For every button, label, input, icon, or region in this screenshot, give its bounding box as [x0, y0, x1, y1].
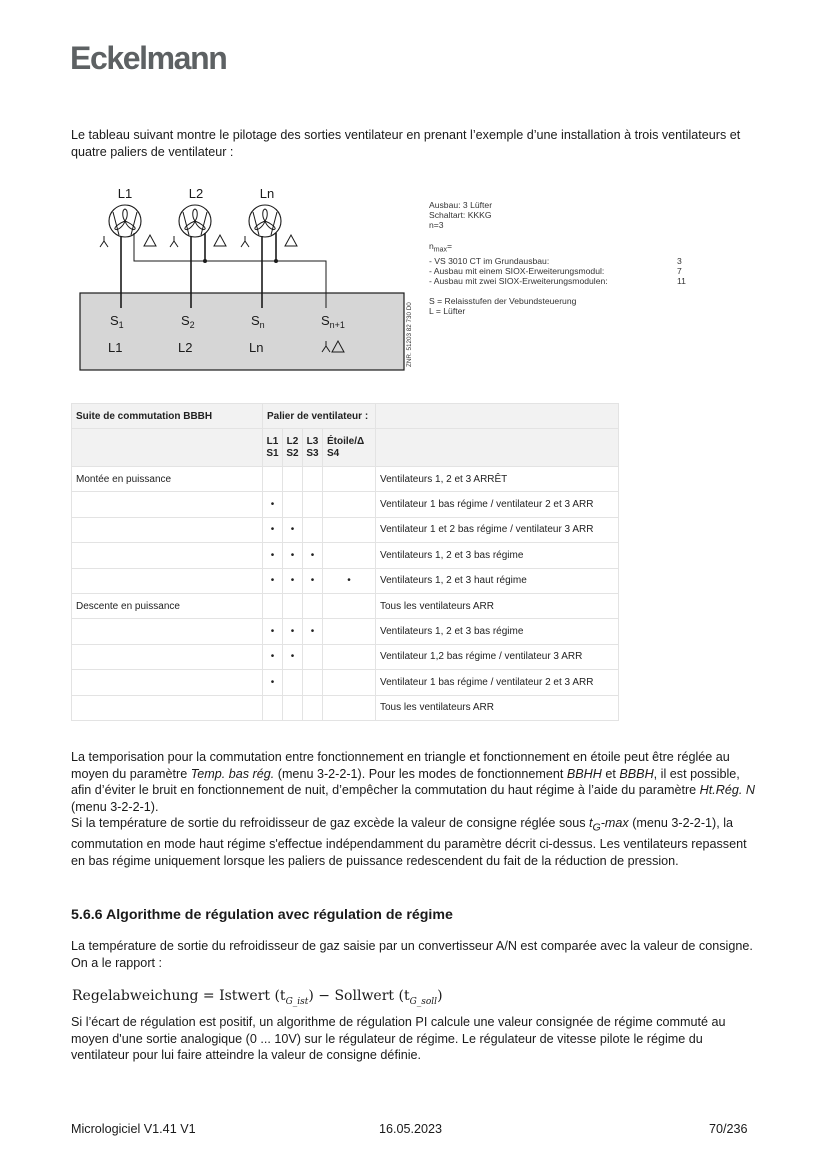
company-logo: Eckelmann	[70, 40, 227, 76]
switching-sequence-table	[71, 403, 619, 721]
delta-icon	[144, 235, 297, 246]
legend-row: - VS 3010 CT im Grundausbau: 3	[429, 255, 682, 266]
table-row: Tous les ventilateurs ARR	[72, 695, 619, 720]
legend-line: n=3	[429, 220, 444, 231]
table-row: Montée en puissance Ventilateurs 1, 2 et 3 ARRÊT	[72, 467, 619, 492]
header-cell: Étoile/Δ S4	[323, 429, 376, 467]
fan-label-ln: Ln	[259, 186, 275, 201]
pi-algorithm-paragraph: Si l’écart de régulation est positif, un algorithme de régulation PI calcule une valeur consignée de régime commuté au moyen d'une sortie analogique (0 ... 10V) sur le régulateur de régime. Le régulateur de vitesse pilote le régime du ventilateur pour lui faire atteindre la valeur de consigne définie.	[71, 1015, 726, 1063]
terminal-s2: $S_2$	[181, 313, 195, 330]
header-cell: L1 S1	[263, 429, 283, 467]
terminal-s1: $S_1$	[110, 313, 124, 330]
table-row: • Ventilateur 1 bas régime / ventilateur 2 et 3 ARR	[72, 670, 619, 695]
controller-box	[80, 293, 404, 370]
comparison-paragraph: La température de sortie du refroidisseur de gaz saisie par un convertisseur A/N est comparée avec la valeur de consigne. On a le rapport :	[71, 939, 753, 970]
header-cell: Palier de ventilateur :	[263, 404, 376, 429]
table-header-row	[72, 404, 619, 429]
terminal-sn1: $S_{n+1}$	[321, 313, 345, 330]
terminal-label-l2: L2	[178, 340, 193, 355]
control-deviation-formula: Regelabweichung = Istwert $(t_{G\_ist})$ − Sollwert $(t_{G\_soll})$	[72, 988, 443, 1007]
table-header-row	[72, 429, 619, 467]
fan-label-l2: L2	[188, 186, 204, 201]
table-row: • • Ventilateur 1 et 2 bas régime / ventilateur 3 ARR	[72, 517, 619, 542]
footer-date: 16.05.2023	[379, 1122, 443, 1136]
intro-paragraph: Le tableau suivant montre le pilotage des sorties ventilateur en prenant l’exemple d’une installation à trois ventilateurs et quatre paliers de ventilateur :	[71, 128, 741, 159]
section-heading: 5.6.6 Algorithme de régulation avec régulation de régime	[71, 907, 453, 923]
legend-row: - Ausbau mit zwei SIOX-Erweiterungsmodulen: 11	[429, 275, 686, 286]
star-delta-paragraph: La temporisation pour la commutation entre fonctionnement en triangle et fonctionnement en étoile peut être réglée au moyen du paramètre Temp. bas rég. (menu 3-2-2-1). Pour les modes de fonctionnement BBHH et BBBH, il est possible, afin d’éviter le bruit en fonctionnement de nuit, d’empêcher la commutation du haut régime à l’aide du paramètre Ht.Rég. N (menu 3-2-2-1).	[71, 750, 755, 814]
header-cell: Suite de commutation BBBH	[72, 404, 263, 429]
table-row: • • • • Ventilateurs 1, 2 et 3 haut régime	[72, 568, 619, 593]
table-row: • • • Ventilateurs 1, 2 et 3 bas régime	[72, 619, 619, 644]
footer-page-number: 70/236	[709, 1122, 748, 1136]
header-cell: L3 S3	[303, 429, 323, 467]
footer-firmware-version: Micrologiciel V1.41 V1	[71, 1122, 196, 1136]
star-icon	[100, 236, 249, 247]
header-cell: L2 S2	[283, 429, 303, 467]
high-speed-paragraph: Si la température de sortie du refroidisseur de gaz excède la valeur de consigne réglée sous $t_G-\max$ (menu 3-2-2-1), la commutation en mode haut régime s'effectue indépendamment du paramètre décrit ci-dessus. Les ventilateurs repassent en bas régime uniquement lorsque les paliers de puissance redescendent du fait de la réduction de pression.	[71, 816, 747, 868]
legend-line: Ausbau: 3 Lüfter	[429, 200, 493, 210]
fan-label-l1: L1	[117, 186, 133, 201]
diagram-legend	[429, 200, 709, 317]
table-row: • • • Ventilateurs 1, 2 et 3 bas régime	[72, 543, 619, 568]
legend-nmax: $n_{max}=$	[429, 240, 453, 254]
legend-row: - Ausbau mit einem SIOX-Erweiterungsmodul: 7	[429, 265, 682, 276]
terminal-label-l1: L1	[108, 340, 123, 355]
table-row: • Ventilateur 1 bas régime / ventilateur 2 et 3 ARR	[72, 492, 619, 517]
legend-line: L = Lüfter	[429, 306, 466, 317]
table-row: Descente en puissance Tous les ventilateurs ARR	[72, 593, 619, 618]
terminal-label-ln: Ln	[249, 340, 264, 355]
legend-line: Schaltart: KKKG	[429, 210, 492, 221]
fan-wiring-diagram	[78, 183, 418, 373]
table-row: • • Ventilateur 1,2 bas régime / ventilateur 3 ARR	[72, 644, 619, 669]
legend-line: S = Relaisstufen der Vebundsteuerung	[429, 296, 577, 307]
terminal-sn: $S_n$	[251, 313, 265, 330]
drawing-number: ZNR. 51203 82 730 D0	[406, 302, 413, 367]
